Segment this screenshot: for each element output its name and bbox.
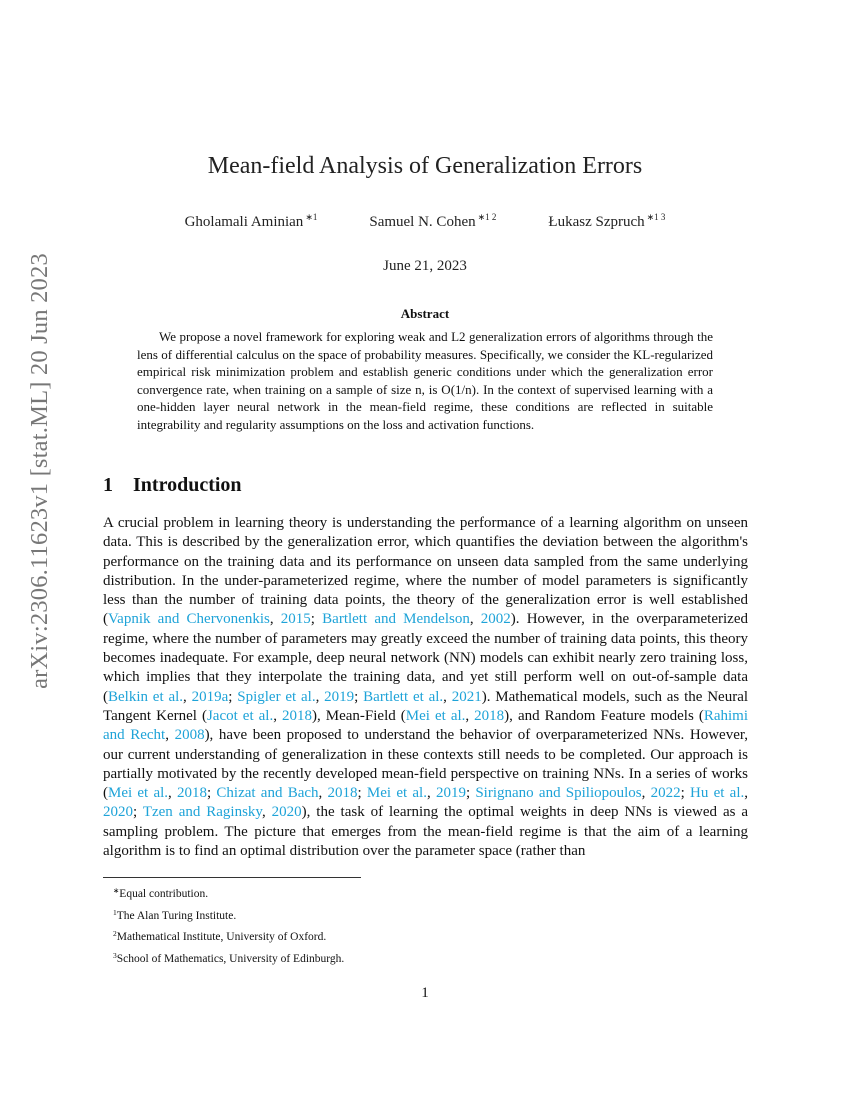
citation-link[interactable]: Sirignano and Spiliopoulos (475, 785, 642, 802)
citation-link[interactable]: 2021 (451, 688, 482, 705)
citation-link[interactable]: Spigler et al. (237, 688, 316, 705)
citation-link[interactable]: 2018 (282, 707, 312, 724)
citation-link[interactable]: 2019 (435, 785, 466, 802)
author: Łukasz Szpruch $^{∗1 3}$ (548, 212, 666, 230)
citation-link[interactable]: Mei et al. (366, 785, 427, 802)
citation-link[interactable]: 2008 (174, 727, 205, 744)
citation-link[interactable]: 2015 (280, 611, 311, 628)
citation-link[interactable]: Mei et al. (405, 707, 466, 724)
citation-link[interactable]: Chizat and Bach (216, 785, 319, 802)
introduction-paragraph: A crucial problem in learning theory is understanding the performance of a learning algorithm on unseen data. This is described by the generalization error, which quantifies the deviation between the algorithm's performance on the training data and its performance on unseen data sampled from the same underlying distribution. In the under-parameterized regime, where the number of model parameters is significantly less than the number of training data points, the theory of the generalization error is well established (Vapnik and Chervonenkis, 2015; Bartlett and Mendelson, 2002). However, in the overparameterized regime, where the number of parameters may greatly exceed the number of training data points, this theory becomes inadequate. For example, deep neural network (NN) models can exhibit nearly zero training loss, which implies that they interpolate the training data, and yet still perform well on out-of-sample data (Belkin et al., 2019a; Spigler et al., 2019; Bartlett et al., 2021). Mathematical models, such as the Neural Tangent Kernel (Jacot et al., 2018), Mean-Field (Mei et al., 2018), and Random Feature models (Rahimi and Recht, 2008), have been proposed to understand the behavior of overparameterized NNs. However, our current understanding of generalization in these contexts still needs to be completed. Our approach is partially motivated by the recently developed mean-field perspective on training NNs. In a series of works (Mei et al., 2018; Chizat and Bach, 2018; Mei et al., 2019; Sirignano and Spiliopoulos, 2022; Hu et al., 2020; Tzen and Raginsky, 2020), the task of learning the optimal weights in deep NNs is viewed as a sampling problem. The picture that emerges from the mean-field regime is that the aim of a learning algorithm is to find an optimal distribution over the parameter space (rather than (103, 515, 749, 860)
citation-link[interactable]: 2002 (480, 611, 511, 628)
citation-link[interactable]: Belkin et al. (108, 688, 184, 705)
section-heading (103, 474, 743, 497)
citation-link[interactable]: 2019a (191, 688, 229, 705)
footnote: ∗Equal contribution. (113, 886, 209, 900)
citation-link[interactable]: Mei et al. (108, 785, 169, 802)
author: Samuel N. Cohen $^{∗1 2}$ (369, 212, 497, 230)
footnote-divider (103, 877, 361, 878)
footnote: $^2$Mathematical Institute, University of Oxford. (113, 929, 327, 943)
section-title: Introduction (133, 474, 242, 496)
citation-link[interactable]: Vapnik and Chervonenkis (108, 611, 270, 628)
citation-link[interactable]: 2020 (103, 804, 133, 821)
citation-link[interactable]: Jacot et al. (206, 707, 274, 724)
page-number: 1 (421, 985, 429, 1001)
citation-link[interactable]: Tzen and Raginsky (142, 804, 262, 821)
paper-date: June 21, 2023 (383, 258, 467, 274)
abstract-heading: Abstract (400, 306, 450, 321)
author-list (0, 212, 850, 231)
citation-link[interactable]: 2020 (271, 804, 302, 821)
citation-link[interactable]: Rahimi and Recht (103, 707, 748, 744)
citation-link[interactable]: 2019 (324, 688, 355, 705)
footnotes (103, 882, 743, 968)
footnote: $^1$The Alan Turing Institute. (113, 907, 237, 922)
author: Gholamali Aminian $^{∗1}$ (184, 212, 318, 230)
citation-link[interactable]: Bartlett and Mendelson (322, 611, 470, 628)
citation-link[interactable]: 2018 (327, 785, 358, 802)
abstract-text: We propose a novel framework for exploring weak and L2 generalization errors of algorithms through the lens of differential calculus on the space of probability measures. Specifically, we consider the KL-regularized empirical risk minimization problem and establish generic conditions under which the generalization error convergence rate, when training on a sample of size n, is O(1/n). In the context of supervised learning with a one-hidden layer neural network in the mean-field regime, these conditions are reflected in suitable integrability and regularity assumptions on the loss and activation functions. (137, 329, 713, 432)
section-number: 1 (103, 474, 113, 496)
citation-link[interactable]: 2018 (177, 785, 208, 802)
citation-link[interactable]: Bartlett et al. (363, 688, 444, 705)
citation-link[interactable]: 2018 (474, 707, 505, 724)
citation-link[interactable]: Hu et al. (690, 785, 745, 802)
arxiv-identifier-text: arXiv:2306.11623v1 [stat.ML] 20 Jun 2023 (26, 252, 53, 689)
paper-title: Mean-field Analysis of Generalization Errors (207, 153, 643, 179)
citation-link[interactable]: 2022 (650, 785, 681, 802)
arxiv-identifier (20, 252, 60, 689)
footnote: $^3$School of Mathematics, University of Edinburgh. (113, 950, 345, 965)
